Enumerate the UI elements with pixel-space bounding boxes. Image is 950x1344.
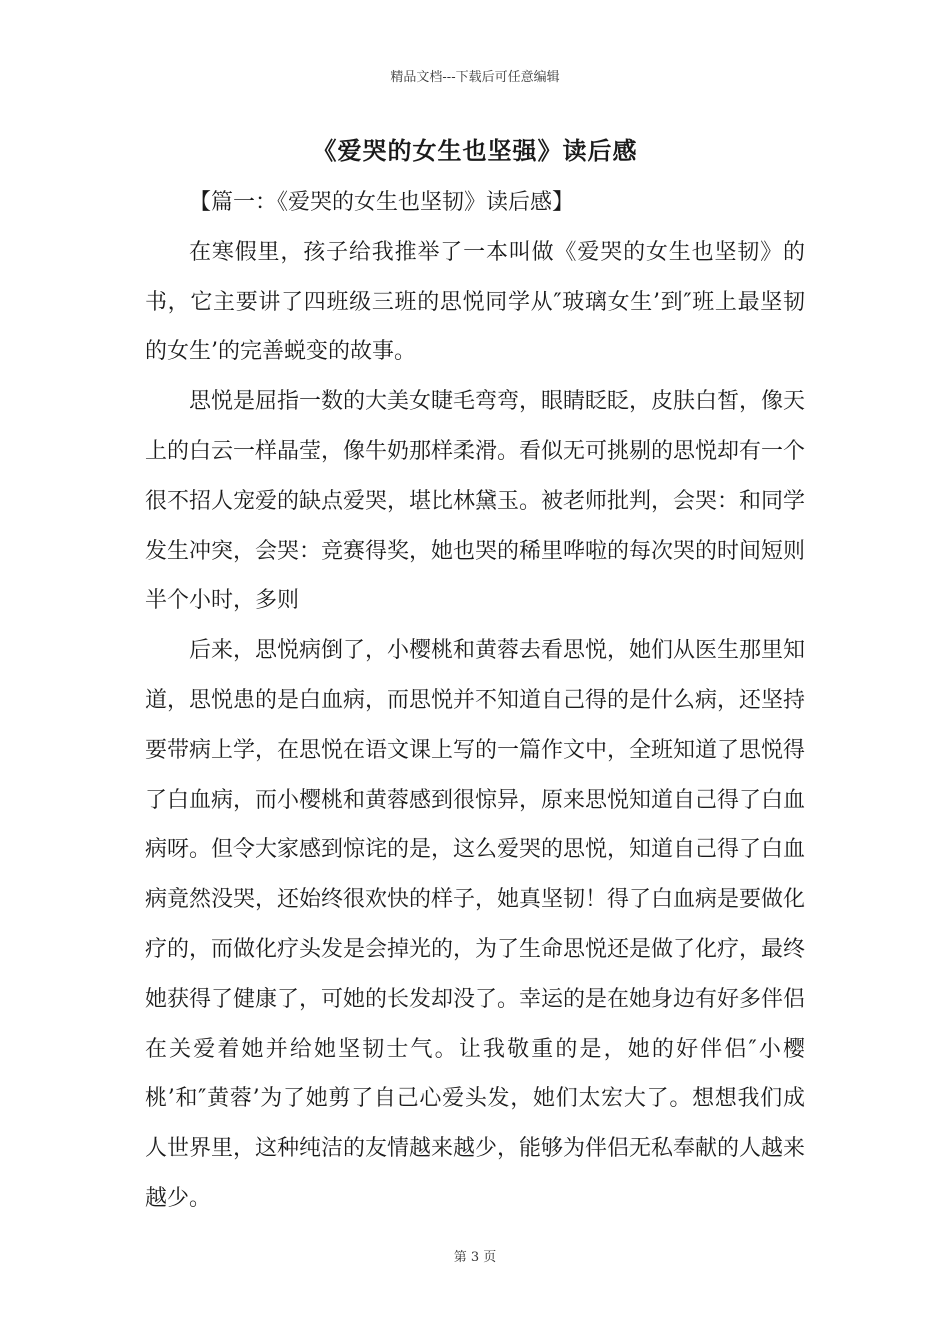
document-title: 《爱哭的女生也坚强》读后感 [312, 136, 638, 165]
page-number: 第 3 页 [453, 1250, 497, 1265]
section-heading: 【篇一：《爱哭的女生也坚韧》读后感】 [189, 190, 575, 215]
page-header: 精品文档---下载后可任意编辑 [390, 70, 560, 85]
paragraph-3: 后来，思悦病倒了，小樱桃和黄蓉去看思悦，她们从医生那里知道，思悦患的是白血病，而思悦并不知道自己得的是什么病，还坚持要带病上学，在思悦在语文课上写的一篇作文中，全班知道了思悦得了白血病，而小樱桃和黄蓉感到很惊异，原来思悦知道自己得了白血病呀。但令大家感到惊诧的是，这么爱哭的思悦，知道自己得了白血病竟然没哭，还始终很欢快的样子，她真坚韧！得了白血病是要做化疗的，而做化疗头发是会掉光的，为了生命思悦还是做了化疗，最终她获得了健康了，可她的长发却没了。幸运的是在她身边有好多伴侣在关爱着她并给她坚韧士气。让我敬重的是，她的好伴侣″小樱桃’和″黄蓉’为了她剪了自己心爱头发，她们太宏大了。想想我们成人世界里，这种纯洁的友情越来越少，能够为伴侣无私奉献的人越来越少。 [145, 638, 806, 1211]
paragraph-1: 在寒假里，孩子给我推举了一本叫做《爱哭的女生也坚韧》的书，它主要讲了四班级三班的思悦同学从″玻璃女生’到″班上最坚韧的女生’的完善蜕变的故事。 [145, 239, 805, 365]
paragraph-2: 思悦是屈指一数的大美女睫毛弯弯，眼睛眨眨，皮肤白皙，像天上的白云一样晶莹，像牛奶那样柔滑。看似无可挑剔的思悦却有一个很不招人宠爱的缺点爱哭，堪比林黛玉。被老师批判，会哭：和同学发生冲突，会哭：竞赛得奖，她也哭的稀里哗啦的每次哭的时间短则半个小时，多则 [145, 389, 806, 614]
document-body [145, 178, 805, 1224]
